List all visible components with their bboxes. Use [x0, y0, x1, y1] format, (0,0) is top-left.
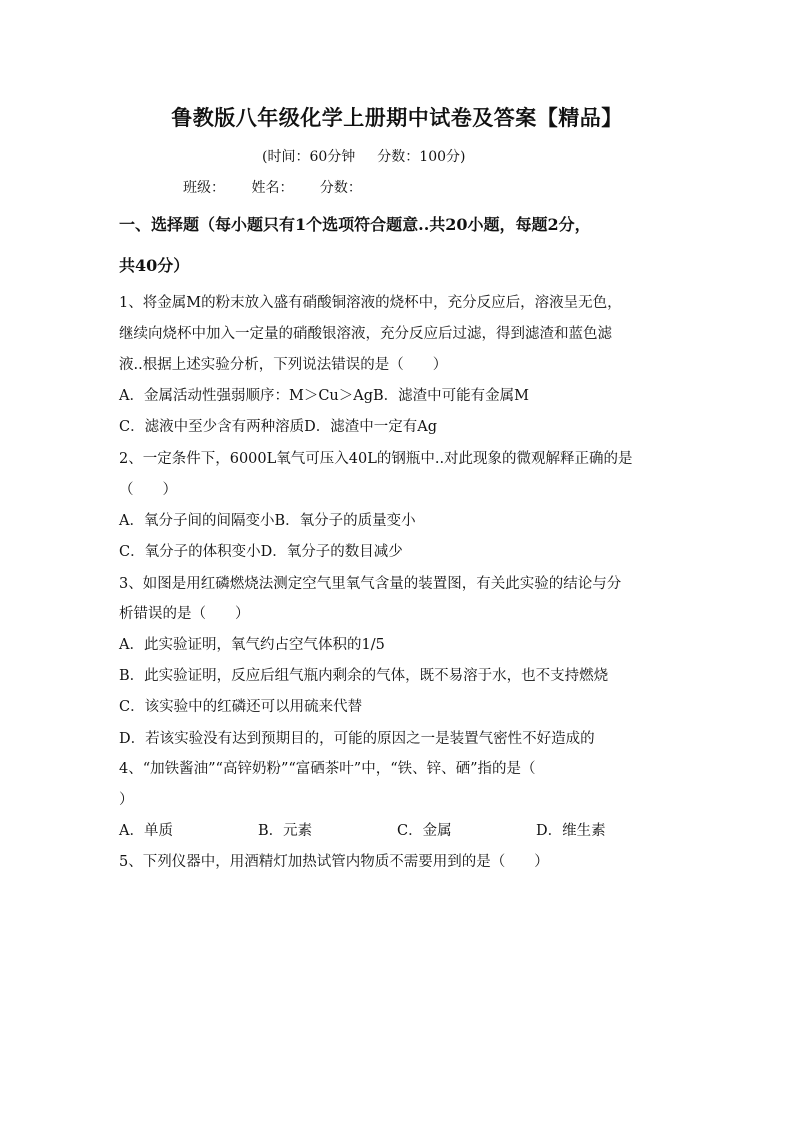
exam-meta [262, 146, 487, 166]
question-3-text: 析错误的是（ ） [119, 606, 250, 622]
question-5-text: 5、下列仪器中，用酒精灯加热试管内物质不需要用到的是（ ） [119, 854, 549, 870]
question-3-option-a: A．此实验证明，氧气约占空气体积的1/5 [119, 637, 385, 653]
question-1-text: 1、将金属M的粉末放入盛有硝酸铜溶液的烧杯中，充分反应后，溶液呈无色， [119, 295, 622, 311]
question-4-option-b: B．元素 [258, 823, 313, 839]
question-1-option-ab: A．金属活动性强弱顺序：M＞Cu＞AgB．滤渣中可能有金属M [119, 388, 530, 404]
question-3-text: 3、如图是用红磷燃烧法测定空气里氧气含量的装置图，有关此实验的结论与分 [119, 576, 622, 592]
question-4-text: ） [119, 792, 134, 808]
question-3-option-c: C．该实验中的红磷还可以用硫来代替 [119, 699, 363, 715]
question-1-text: 继续向烧杯中加入一定量的硝酸银溶液，充分反应后过滤，得到滤渣和蓝色滤 [119, 326, 612, 342]
question-2-option-ab: A．氧分子间的间隔变小B．氧分子的质量变小 [119, 513, 416, 529]
student-info [183, 177, 384, 197]
question-2-text: 2、一定条件下，6000L氧气可压入40L的钢瓶中..对此现象的微观解释正确的是 [119, 451, 633, 467]
question-3-option-d: D．若该实验没有达到预期目的，可能的原因之一是装置气密性不好造成的 [119, 731, 595, 747]
question-3-option-b: B．此实验证明，反应后组气瓶内剩余的气体，既不易溶于水，也不支持燃烧 [119, 668, 609, 684]
page-title: 鲁教版八年级化学上册期中试卷及答案【精品】 [171, 105, 623, 130]
section-heading-cont: 共40分） [119, 256, 190, 275]
question-1-text: 液..根据上述实验分析，下列说法错误的是（ ） [119, 357, 448, 373]
question-4-option-c: C．金属 [397, 823, 452, 839]
time-limit: (时间：60分钟 [262, 149, 356, 165]
question-2-text: （ ） [119, 482, 177, 498]
score-label: 分数： [319, 180, 362, 196]
question-4-option-a: A．单质 [119, 823, 173, 839]
total-score: 分数：100分) [377, 149, 466, 165]
class-label: 班级： [183, 180, 225, 196]
name-label: 姓名： [251, 180, 294, 196]
section-heading: 一、选择题（每小题只有1个选项符合题意..共20小题，每题2分， [119, 215, 591, 234]
question-1-option-cd: C．滤液中至少含有两种溶质D．滤渣中一定有Ag [119, 419, 437, 435]
question-4-text: 4、“加铁酱油”“高锌奶粉”“富硒茶叶”中，“铁、锌、硒”指的是（ [119, 761, 536, 777]
question-2-option-cd: C．氧分子的体积变小D．氧分子的数目减少 [119, 544, 403, 560]
question-4-options [119, 819, 606, 840]
question-4-option-d: D．维生素 [536, 823, 606, 839]
